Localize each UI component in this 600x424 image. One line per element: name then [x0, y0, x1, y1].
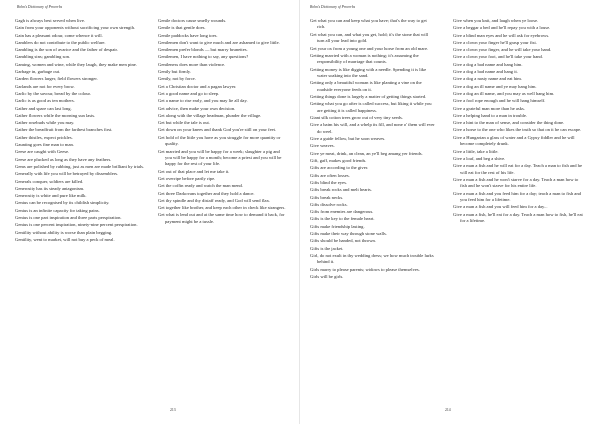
proverb-entry: Get hold of the little you have as you struggle for more quantity or quality. — [158, 134, 281, 147]
proverb-entry: Get a Christian doctor and a pagan lawyer. — [158, 83, 237, 89]
proverb-entry: Get advice, then make your own decision. — [158, 105, 236, 111]
proverb-entry: Gather thistles, expect prickles. — [15, 134, 73, 140]
proverb-entry: Give a clown your finger he'll grasp your fist. — [453, 39, 537, 45]
proverb-entry: Gifts are often losses. — [310, 172, 350, 178]
proverb-entry: Gifts is the key to the female heart. — [310, 216, 375, 222]
proverb-entry: Genius is one part inspiration and three parts perspiration. — [15, 215, 122, 221]
proverb-entry: Gentlemen prefer blonds — but marry brunettes. — [158, 47, 248, 53]
proverb-entry: Give a beggar a bed and he'll repay you with a louse. — [453, 25, 551, 31]
proverb-entry: Give a loaf, and beg a shive. — [453, 155, 506, 161]
proverb-entry: Get down on your knees and thank God you're still on your feet. — [158, 127, 277, 133]
page-number: 214 — [445, 408, 451, 412]
proverb-entry: Get along with the village headman, plunder the village. — [158, 112, 262, 118]
proverb-entry: Garlic by the savour, bread by the colour. — [15, 90, 91, 96]
running-head: Bohn's Dictionary of Proverbs — [17, 5, 62, 9]
right-page — [300, 0, 600, 424]
proverb-entry: Genius can be recognised by its childish simplicity. — [15, 200, 110, 206]
proverb-entry: Garden flowers larger, field flowers stronger. — [15, 76, 98, 82]
column-1 — [310, 18, 436, 281]
proverb-entry: Gaunting goes fine man to man. — [15, 142, 74, 148]
proverb-entry: Girls marry to please parents; widows to please themselves. — [310, 266, 420, 272]
column-2 — [158, 18, 286, 226]
proverb-entry: Gifts make their way through stone walls. — [310, 231, 387, 236]
proverb-entry: Gentle is that gentle does. — [158, 25, 206, 31]
proverb-entry: Get but while the tale is out. — [158, 120, 210, 126]
proverb-entry: Gentleness does more than violence. — [158, 61, 226, 67]
proverb-entry: Give a hint to the man of sense, and consider the thing done. — [453, 120, 565, 126]
proverb-entry: Give a horse to the one who likes the truth so that on it he can escape. — [453, 127, 582, 133]
proverb-entry: Give ye meat, drink, an clean, an ye'll beg amang yer friends. — [310, 150, 423, 156]
proverb-entry: Give a clown your finger, and he will take your hand. — [453, 47, 552, 53]
proverb-entry: Gentlemen, I have nothing to say, any questions? — [158, 54, 249, 60]
proverb-entry: Generals conquer, soldiers are killed. — [15, 178, 84, 184]
proverb-entry: Get married and you will be happy for a week; slaughter a pig and you will be happy for a month; become a priest and you will be happy for the rest of your life. — [158, 148, 282, 167]
proverb-entry: Get a good name and go to sleep. — [158, 90, 220, 96]
proverb-entry: Gifts dissolve rocks. — [310, 201, 348, 207]
proverb-entry: Generosity is white and pure like milk. — [15, 193, 87, 199]
proverb-entry: Gently, not by force. — [158, 76, 196, 82]
proverb-entry: Get what you can and keep what you have; that's the way to get rich. — [310, 18, 427, 30]
proverb-entry: Genius is an infinite capacity for taking pains. — [15, 207, 100, 213]
proverb-entry: Gifts are according to the giver. — [310, 165, 369, 171]
proverb-entry: Geese are plucked as long as they have any feathers. — [15, 156, 112, 162]
page-number: 213 — [170, 408, 176, 412]
proverb-entry: Give a man a fish and you will feed him for a day... — [453, 204, 548, 210]
proverb-entry: Gather the breadfruit from the farthest branches first. — [15, 127, 113, 133]
proverb-entry: Gather flowers while the morning sun lasts. — [15, 112, 96, 118]
proverb-entry: Give a man a fish and he will eat for a day. Teach a man to fish and he will eat for the rest of his life. — [453, 163, 583, 175]
proverb-entry: Garlands are not for every brow. — [15, 83, 75, 89]
proverb-entry: Gems are polished by rubbing, just as men are made brilliant by trials. — [15, 163, 145, 169]
proverb-entry: Give a blind man eyes and he will ask for eyebrows. — [453, 32, 550, 38]
proverb-entry: Give a baim his will, and a whelp its fill, and none o' them will ever do weel. — [310, 122, 435, 134]
proverb-entry: Gentlemen don't want to give much and are ashamed to give little. — [158, 39, 280, 45]
proverb-entry: Get the coffin ready and watch the man mend. — [158, 183, 243, 189]
proverb-entry: Gifts make friendship lasting. — [310, 223, 365, 229]
proverb-entry: Give a dog a bad name and hang it. — [453, 69, 518, 75]
proverb-entry: Getting married with a woman is nothing; it's assuming the responsibility of marriage that counts. — [310, 52, 419, 65]
proverb-entry: Gagh is always best served when live. — [15, 18, 86, 23]
proverb-entry: Give a fool rope enough and he will hang himself. — [453, 98, 546, 104]
proverb-entry: Give weaves. — [310, 143, 335, 149]
proverb-entry: Give a helping hand to a man in trouble. — [453, 112, 528, 118]
proverb-entry: Gentility, went to market, will not buy a peck of meal. — [15, 236, 115, 242]
column-1 — [15, 18, 145, 244]
proverb-entry: Gifts from enemies are dangerous. — [310, 209, 374, 215]
proverb-entry: Give a grateful man more than he asks. — [453, 105, 525, 111]
proverb-entry: Give a dog an ill name, and you may as well hang him. — [453, 90, 555, 96]
proverb-entry: Give a clown your foot, and he'll take your hand. — [453, 54, 543, 60]
proverb-entry: Give a dog an ill name and ye may hang him. — [453, 83, 537, 89]
proverb-entry: Gentle doctors cause smelly wounds. — [158, 18, 227, 23]
proverb-entry: Girl, do not exult in thy wedding dress; we how much trouble lurks behind it. — [310, 252, 434, 265]
proverb-entry: Gain from your opponents without sacrificing your own strength. — [15, 25, 136, 31]
proverb-entry: Gather and spare can last long. — [15, 105, 72, 111]
proverb-entry: Get a name to rise early, and you may lie all day. — [158, 98, 248, 104]
proverb-entry: Giant silk cotton trees grow out of very tiny seeds. — [310, 115, 403, 121]
proverb-entry: Get what is lend out and at the same time how to demand it back, for payment might be a tussle. — [158, 212, 285, 224]
proverb-entry: Gentility without ability is worse than plain begging. — [15, 229, 113, 235]
running-head: Bohn's Dictionary of Proverbs — [310, 5, 355, 9]
proverb-entry: Gifts blind the eyes. — [310, 179, 347, 185]
proverb-entry: Give a man a fish and he won't starve for a day. Teach a man how to fish and he won't starve for his entire life. — [453, 176, 579, 189]
proverb-entry: Get together like brother, and keep each other in check like strangers. — [158, 205, 286, 211]
proverb-entry: Gifts should be handed, not thrown. — [310, 238, 376, 244]
proverb-entry: Getting money is like digging with a needle. Spending it is like water soaking into the sand. — [310, 66, 427, 78]
proverb-entry: Give a guide fellow, but he soon weaves. — [310, 136, 386, 142]
proverb-entry: Gather rosebuds while you may. — [15, 120, 75, 126]
proverb-entry: Getting things done is largely a matter of getting things started. — [310, 94, 427, 100]
proverb-entry: Give when you knit, and laugh when ye loose. — [453, 18, 539, 23]
proverb-entry: Generally with life you will be betrayed by dissemblers. — [15, 171, 119, 177]
proverb-entry: Gifts break necks. — [310, 194, 344, 200]
proverb-entry: Getting what you go after is called success, but liking it while you are getting it is called happiness. — [310, 101, 432, 113]
proverb-entry: Get thy spindle and thy distaff ready, and God will send flax. — [158, 197, 271, 203]
proverb-entry: Gambling sins; gambling son. — [15, 54, 71, 60]
proverb-entry: Gamblers do not contribute to the public welfare. — [15, 39, 106, 45]
proverb-entry: Get your ox from a young one and your horse from an old mare. — [310, 45, 429, 51]
proverb-entry: Gaming, women and wine, while they laugh, they make men pine. — [15, 61, 137, 67]
proverb-entry: Geese are caught with Geese. — [15, 149, 70, 155]
column-2 — [453, 18, 583, 225]
proverb-entry: Gently but firmly. — [158, 69, 192, 75]
proverb-entry: Garbage in, garbage out. — [15, 69, 61, 75]
proverb-entry: Gift, gaff, makes good friends. — [310, 158, 367, 164]
proverb-entry: Give a dog a nasty name and eat him. — [453, 76, 523, 82]
proverb-entry: Girls will be girls. — [310, 273, 344, 279]
proverb-entry: Give a Hungarian a glass of water and a Gypsy fiddler and he will become completely drunk. — [453, 134, 575, 147]
proverb-entry: Give a man a fish and you feed him for a day; teach a man to fish and you feed him for a lifetime. — [453, 190, 581, 203]
proverb-entry: Get three Darkovans together and they hold a dance. — [158, 190, 255, 196]
proverb-entry: Gain has a pleasant odour, come whence it will. — [15, 32, 103, 38]
proverb-entry: Get what you can, and what you get, hold; it's the stone that will turn all your lead into gold. — [310, 31, 429, 44]
proverb-entry: Gifts break rocks and melt hearts. — [310, 187, 372, 193]
proverb-entry: Gifts is the jacket. — [310, 245, 344, 251]
proverb-entry: Garlic is as good as ten mothers. — [15, 98, 75, 104]
proverb-entry: Genius is one percent inspiration, ninety-nine percent perspiration. — [15, 222, 138, 228]
proverb-entry: Gambling is the son of avarice and the father of despair. — [15, 47, 118, 53]
proverb-entry: Give a dog a bad name and hang him. — [453, 61, 523, 67]
proverb-entry: Gentle paddocks have long toes. — [158, 32, 218, 38]
proverb-entry: Get out of that place and let me take it. — [158, 168, 230, 174]
proverb-entry: Get overripe before partly ripe. — [158, 176, 216, 181]
proverb-entry: Give a man a fish, he'll eat for a day. Teach a man how to fish, he'll eat for a lifetime. — [453, 211, 583, 224]
proverb-entry: Generosity has its steady antagonism. — [15, 185, 85, 191]
proverb-entry: Getting only a beautiful woman is like planting a vine on the roadside everyone feeds on it. — [310, 80, 422, 92]
proverb-entry: Give a little, take a little. — [453, 148, 499, 154]
